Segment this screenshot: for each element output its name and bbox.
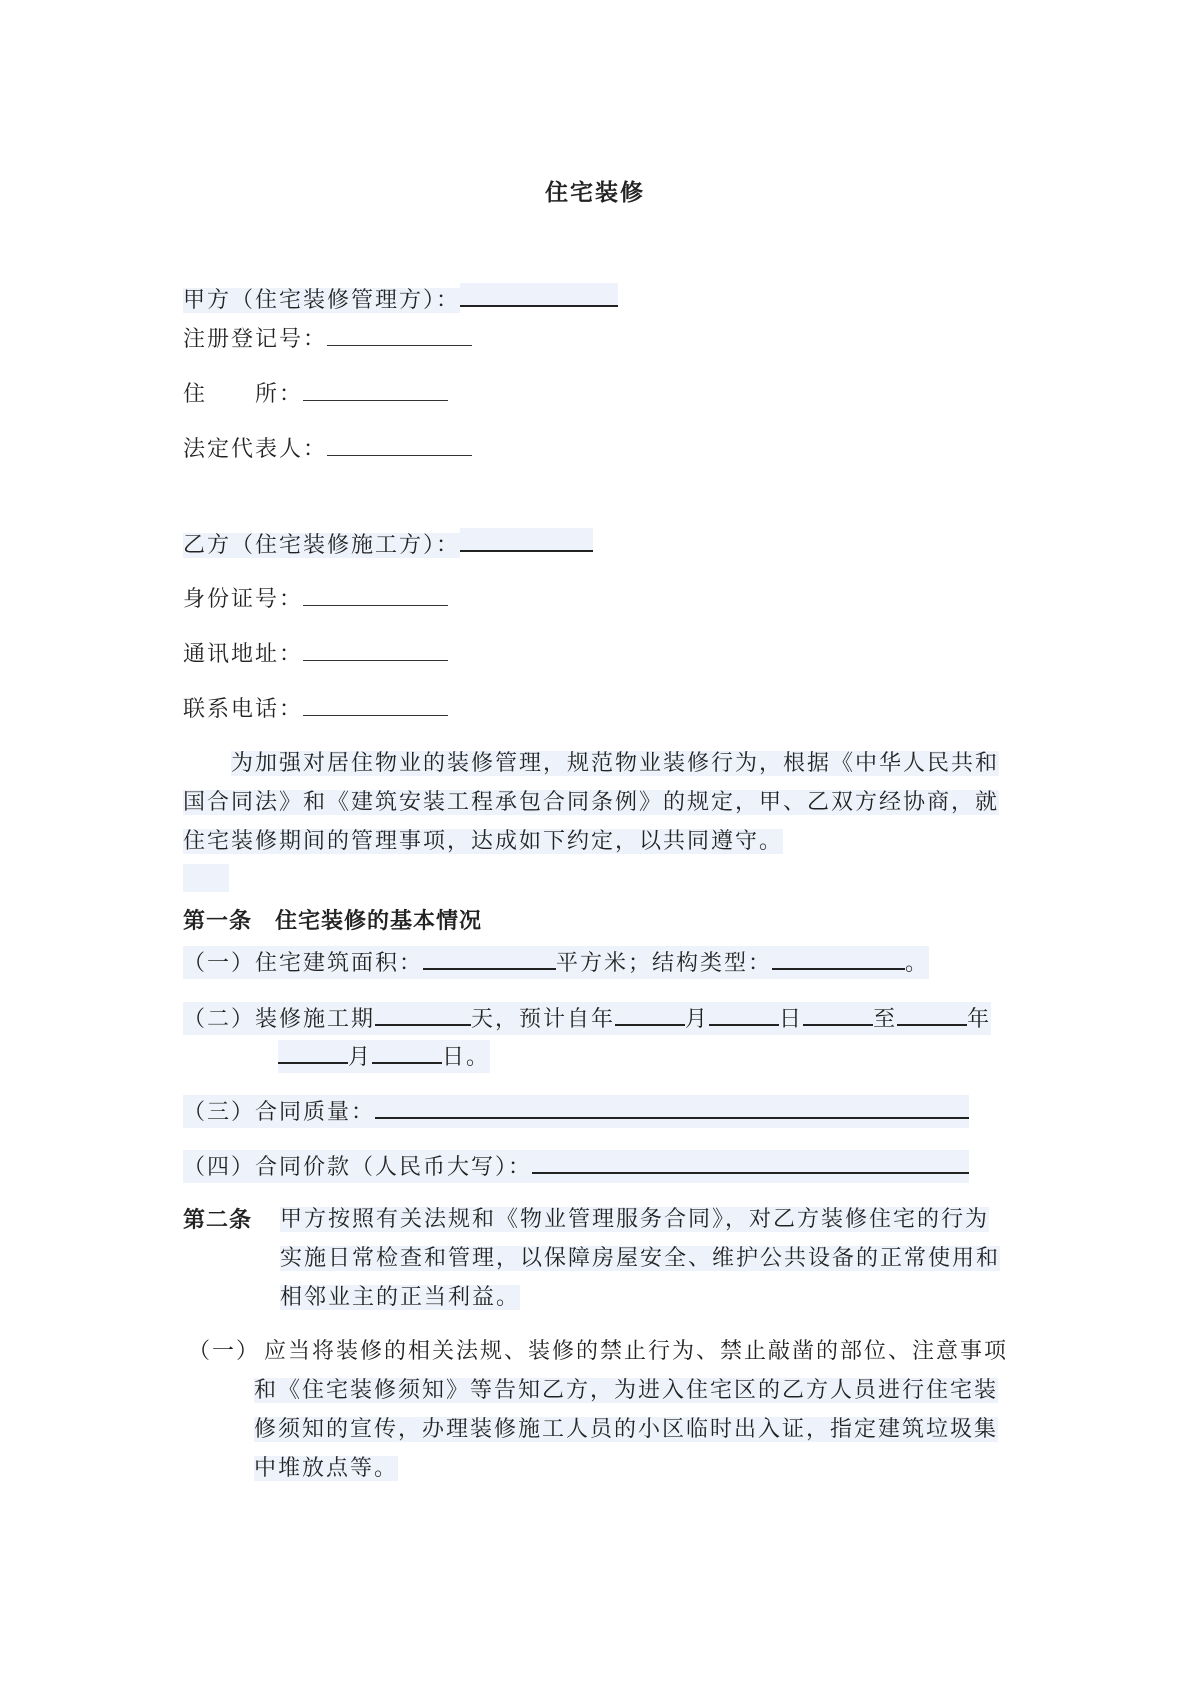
party-b-line <box>183 528 593 561</box>
mail-address-line <box>183 638 448 670</box>
days-blank[interactable] <box>375 1002 471 1026</box>
quality-blank[interactable] <box>375 1095 969 1119</box>
article-2-sub-1-label: （一） <box>188 1339 261 1364</box>
article-1-item-4: （四）合同价款（人民币大写）： <box>183 1150 969 1183</box>
legal-rep-label: 法定代表人： <box>183 437 328 462</box>
id-no-label: 身份证号： <box>183 587 304 612</box>
document-title: 住宅装修 <box>545 179 645 206</box>
reg-no-line <box>183 323 472 355</box>
area-blank[interactable] <box>423 946 556 970</box>
party-a-line <box>183 283 618 316</box>
party-b-blank[interactable] <box>460 528 593 552</box>
id-no-blank[interactable] <box>303 583 448 606</box>
address-line <box>183 378 448 410</box>
phone-label: 联系电话： <box>183 697 304 722</box>
start-month-blank[interactable] <box>615 1002 685 1026</box>
end-year-blank[interactable] <box>897 1002 967 1026</box>
mail-address-blank[interactable] <box>303 638 448 661</box>
phone-line <box>183 693 448 725</box>
article-1-item-2-cont: 月 日。 <box>278 1040 490 1073</box>
reg-no-label: 注册登记号： <box>183 327 328 352</box>
party-a-label: 甲方（住宅装修管理方）： <box>183 288 461 313</box>
end-month-blank[interactable] <box>278 1040 348 1064</box>
id-no-line <box>183 583 448 615</box>
address-label: 住 所： <box>183 382 304 407</box>
party-b-label: 乙方（住宅装修施工方）： <box>183 533 461 558</box>
article-1-item-2: （二）装修施工期 天，预计自年 月 日 至 年 <box>183 1002 991 1035</box>
reg-no-blank[interactable] <box>327 323 472 346</box>
legal-rep-line <box>183 433 472 465</box>
article-2-heading: 第二条 <box>183 1207 253 1233</box>
end-day-blank[interactable] <box>372 1040 442 1064</box>
article-2-body: 甲方按照有关法规和《物业管理服务合同》，对乙方装修住宅的行为 实施日常检查和管理，以保障房屋安全、维护公共设备的正常使用和 相邻业主的正当利益。 <box>280 1207 1001 1310</box>
address-blank[interactable] <box>303 378 448 401</box>
legal-rep-blank[interactable] <box>327 433 472 456</box>
article-1-item-1: （一）住宅建筑面积： 平方米；结构类型： 。 <box>183 946 929 979</box>
article-2-sub-1-body: 应当将装修的相关法规、装修的禁止行为、禁止敲凿的部位、注意事项 和《住宅装修须知》等告知乙方，为进入住宅区的乙方人员进行住宅装 修须知的宣传，办理装修施工人员的小区临时出入证，指定建筑垃圾集 中堆放点等。 <box>254 1339 1009 1481</box>
party-a-blank[interactable] <box>460 283 618 307</box>
mail-address-label: 通讯地址： <box>183 642 304 667</box>
empty-highlight <box>183 864 229 892</box>
article-1-heading: 第一条 住宅装修的基本情况 <box>183 908 483 934</box>
structure-blank[interactable] <box>772 946 905 970</box>
phone-blank[interactable] <box>303 693 448 716</box>
article-1-item-3: （三）合同质量： <box>183 1095 969 1128</box>
start-day-blank[interactable] <box>709 1002 779 1026</box>
end-year-pre-blank[interactable] <box>803 1002 873 1026</box>
preamble-paragraph: 为加强对居住物业的装修管理，规范物业装修行为，根据《中华人民共和国合同法》和《建筑安装工程承包合同条例》的规定，甲、乙双方经协商，就住宅装修期间的管理事项，达成如下约定，以共同遵守。 <box>183 751 1000 854</box>
price-blank[interactable] <box>532 1150 969 1174</box>
